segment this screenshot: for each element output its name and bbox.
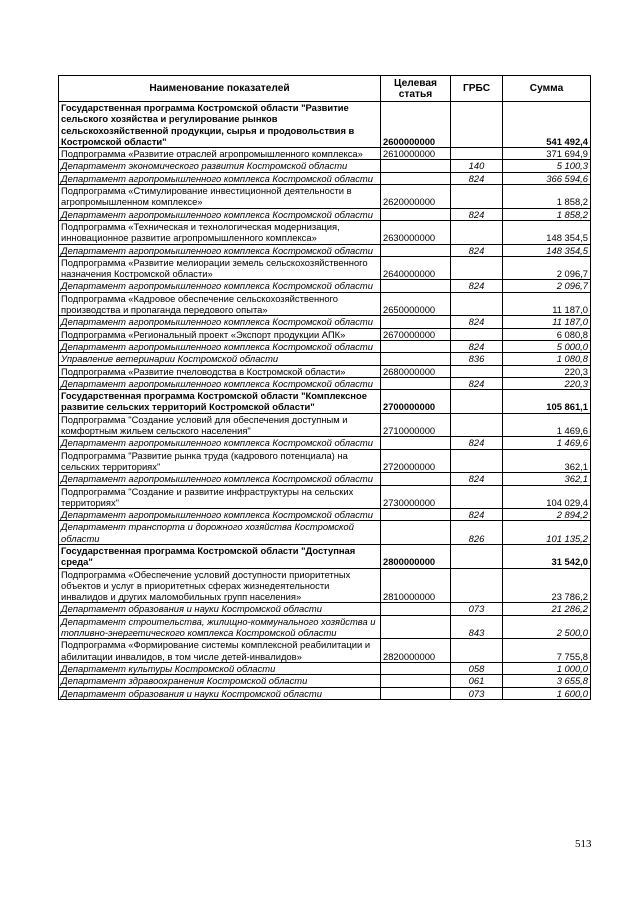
row-grbs-cell: 843 (451, 615, 503, 639)
row-name-cell: Департамент агропромышленного комплекса Костромской области (59, 509, 381, 521)
row-code-cell (381, 208, 451, 220)
row-grbs-cell: 824 (451, 509, 503, 521)
row-sum-cell: 1 080,8 (503, 353, 591, 365)
row-sum-cell: 31 542,0 (503, 544, 591, 568)
row-grbs-cell: 824 (451, 340, 503, 352)
row-sum-cell: 1 858,2 (503, 208, 591, 220)
row-grbs-cell (451, 185, 503, 209)
row-code-cell: 2670000000 (381, 328, 451, 340)
row-name-cell: Департамент образования и науки Костромской области (59, 687, 381, 699)
row-sum-cell: 1 600,0 (503, 687, 591, 699)
subprogram-row (59, 413, 591, 437)
row-sum-cell: 1 858,2 (503, 185, 591, 209)
row-grbs-cell (451, 413, 503, 437)
dept-row (59, 280, 591, 292)
row-name-cell: Подпрограмма «Обеспечение условий доступности приоритетных объектов и услуг в приоритетных сферах жизнедеятельности инвалидов и других маломобильных групп населения» (59, 568, 381, 603)
row-sum-cell: 148 354,5 (503, 220, 591, 244)
subprogram-row (59, 449, 591, 473)
program-row (59, 102, 591, 148)
row-sum-cell: 6 080,8 (503, 328, 591, 340)
row-grbs-cell: 824 (451, 208, 503, 220)
row-sum-cell: 541 492,4 (503, 102, 591, 148)
row-name-cell: Департамент агропромышленного комплекса Костромской области (59, 172, 381, 184)
row-code-cell: 2610000000 (381, 148, 451, 160)
row-code-cell: 2620000000 (381, 185, 451, 209)
row-sum-cell: 11 187,0 (503, 292, 591, 316)
row-name-cell: Департамент агропромышленного комплекса Костромской области (59, 280, 381, 292)
row-grbs-cell: 836 (451, 353, 503, 365)
row-grbs-cell: 073 (451, 687, 503, 699)
row-grbs-cell: 824 (451, 316, 503, 328)
row-sum-cell: 5 000,0 (503, 340, 591, 352)
row-grbs-cell: 824 (451, 377, 503, 389)
row-name-cell: Подпрограмма «Техническая и технологическая модернизация, инновационное развитие агропромышленного комплекса» (59, 220, 381, 244)
subprogram-row (59, 185, 591, 209)
row-name-cell: Подпрограмма «Региональный проект «Экспорт продукции АПК» (59, 328, 381, 340)
row-grbs-cell: 826 (451, 521, 503, 545)
row-sum-cell: 11 187,0 (503, 316, 591, 328)
row-grbs-cell (451, 365, 503, 377)
dept-row (59, 340, 591, 352)
row-name-cell: Подпрограмма «Развитие отраслей агропромышленного комплекса» (59, 148, 381, 160)
dept-row (59, 377, 591, 389)
row-code-cell (381, 521, 451, 545)
row-name-cell: Подпрограмма "Создание условий для обеспечения доступным и комфортным жильем сельского населения" (59, 413, 381, 437)
row-name-cell: Подпрограмма «Формирование системы комплексной реабилитации и абилитации инвалидов, в том числе детей-инвалидов» (59, 639, 381, 663)
row-code-cell: 2650000000 (381, 292, 451, 316)
row-sum-cell: 1 469,6 (503, 437, 591, 449)
row-name-cell: Государственная программа Костромской области "Доступная среда" (59, 544, 381, 568)
row-name-cell: Подпрограмма "Создание и развитие инфраструктуры на сельских территориях" (59, 485, 381, 509)
row-grbs-cell: 140 (451, 160, 503, 172)
row-name-cell: Департамент агропромышленного комплекса Костромской области (59, 340, 381, 352)
dept-row (59, 675, 591, 687)
row-name-cell: Подпрограмма "Развитие рынка труда (кадрового потенциала) на сельских территориях" (59, 449, 381, 473)
row-grbs-cell (451, 102, 503, 148)
header-grbs: ГРБС (451, 76, 503, 102)
subprogram-row (59, 639, 591, 663)
row-code-cell (381, 377, 451, 389)
row-grbs-cell: 824 (451, 172, 503, 184)
dept-row (59, 244, 591, 256)
dept-row (59, 208, 591, 220)
row-code-cell (381, 662, 451, 674)
row-grbs-cell (451, 568, 503, 603)
row-sum-cell: 3 655,8 (503, 675, 591, 687)
row-sum-cell: 371 694,9 (503, 148, 591, 160)
row-sum-cell: 1 469,6 (503, 413, 591, 437)
row-sum-cell: 2 096,7 (503, 280, 591, 292)
dept-row (59, 172, 591, 184)
row-code-cell: 2820000000 (381, 639, 451, 663)
row-code-cell: 2800000000 (381, 544, 451, 568)
row-sum-cell: 362,1 (503, 473, 591, 485)
row-sum-cell: 2 894,2 (503, 509, 591, 521)
row-code-cell: 2720000000 (381, 449, 451, 473)
dept-row (59, 316, 591, 328)
row-name-cell: Государственная программа Костромской области "Развитие сельского хозяйства и регулирование рынков сельскохозяйственной продукции, сырья и продовольствия в Костромской области" (59, 102, 381, 148)
row-code-cell (381, 687, 451, 699)
subprogram-row (59, 256, 591, 280)
subprogram-row (59, 365, 591, 377)
program-row (59, 390, 591, 414)
row-name-cell: Департамент агропромышленного комплекса Костромской области (59, 208, 381, 220)
row-grbs-cell: 824 (451, 437, 503, 449)
subprogram-row (59, 485, 591, 509)
subprogram-row (59, 328, 591, 340)
row-sum-cell: 2 096,7 (503, 256, 591, 280)
row-code-cell: 2710000000 (381, 413, 451, 437)
row-code-cell: 2730000000 (381, 485, 451, 509)
row-sum-cell: 220,3 (503, 377, 591, 389)
row-code-cell (381, 509, 451, 521)
row-name-cell: Департамент экономического развития Костромской области (59, 160, 381, 172)
row-grbs-cell (451, 485, 503, 509)
row-name-cell: Подпрограмма «Кадровое обеспечение сельскохозяйственного производства и пропаганда передового опыта» (59, 292, 381, 316)
row-grbs-cell (451, 292, 503, 316)
row-name-cell: Департамент агропромышленного комплекса Костромской области (59, 316, 381, 328)
row-code-cell (381, 353, 451, 365)
row-grbs-cell: 824 (451, 244, 503, 256)
row-sum-cell: 105 861,1 (503, 390, 591, 414)
row-code-cell (381, 340, 451, 352)
row-code-cell (381, 437, 451, 449)
row-name-cell: Департамент агропромышленного комплекса Костромской области (59, 244, 381, 256)
row-code-cell (381, 172, 451, 184)
dept-row (59, 603, 591, 615)
dept-row (59, 687, 591, 699)
row-sum-cell: 7 755,8 (503, 639, 591, 663)
row-code-cell (381, 675, 451, 687)
subprogram-row (59, 568, 591, 603)
row-grbs-cell (451, 256, 503, 280)
row-sum-cell: 21 286,2 (503, 603, 591, 615)
row-grbs-cell (451, 328, 503, 340)
table-body (59, 102, 591, 700)
row-sum-cell: 104 029,4 (503, 485, 591, 509)
row-name-cell: Департамент культуры Костромской области (59, 662, 381, 674)
row-sum-cell: 366 594,6 (503, 172, 591, 184)
row-name-cell: Государственная программа Костромской области "Комплексное развитие сельских территорий Костромской области" (59, 390, 381, 414)
row-name-cell: Управление ветеринарии Костромской области (59, 353, 381, 365)
subprogram-row (59, 220, 591, 244)
row-sum-cell: 220,3 (503, 365, 591, 377)
dept-row (59, 353, 591, 365)
subprogram-row (59, 148, 591, 160)
row-code-cell (381, 160, 451, 172)
subprogram-row (59, 292, 591, 316)
row-sum-cell: 148 354,5 (503, 244, 591, 256)
row-code-cell (381, 280, 451, 292)
row-name-cell: Департамент агропромышленного комплекса Костромской области (59, 377, 381, 389)
row-name-cell: Подпрограмма «Развитие пчеловодства в Костромской области» (59, 365, 381, 377)
row-name-cell: Подпрограмма «Стимулирование инвестиционной деятельности в агропромышленном комплексе» (59, 185, 381, 209)
row-code-cell (381, 603, 451, 615)
dept-row (59, 615, 591, 639)
row-sum-cell: 362,1 (503, 449, 591, 473)
row-grbs-cell: 824 (451, 280, 503, 292)
row-name-cell: Департамент транспорта и дорожного хозяйства Костромской области (59, 521, 381, 545)
dept-row (59, 160, 591, 172)
row-sum-cell: 5 100,3 (503, 160, 591, 172)
row-grbs-cell (451, 449, 503, 473)
row-name-cell: Департамент агропромышленного комплекса Костромской области (59, 473, 381, 485)
row-name-cell: Департамент строительства, жилищно-коммунального хозяйства и топливно-энергетического комплекса Костромской области (59, 615, 381, 639)
row-grbs-cell (451, 390, 503, 414)
row-grbs-cell (451, 639, 503, 663)
dept-row (59, 662, 591, 674)
row-grbs-cell: 073 (451, 603, 503, 615)
page-number: 513 (575, 838, 592, 850)
table-header-row (59, 76, 591, 102)
budget-table (58, 75, 591, 700)
dept-row (59, 521, 591, 545)
row-code-cell (381, 244, 451, 256)
row-code-cell: 2680000000 (381, 365, 451, 377)
header-sum: Сумма (503, 76, 591, 102)
row-grbs-cell (451, 148, 503, 160)
row-code-cell: 2810000000 (381, 568, 451, 603)
dept-row (59, 509, 591, 521)
row-code-cell: 2640000000 (381, 256, 451, 280)
row-name-cell: Департамент агропромышленного комплекса Костромской области (59, 437, 381, 449)
program-row (59, 544, 591, 568)
row-grbs-cell (451, 544, 503, 568)
row-grbs-cell: 061 (451, 675, 503, 687)
row-grbs-cell: 824 (451, 473, 503, 485)
row-name-cell: Департамент здравоохранения Костромской области (59, 675, 381, 687)
row-code-cell: 2700000000 (381, 390, 451, 414)
row-sum-cell: 1 000,0 (503, 662, 591, 674)
row-code-cell: 2600000000 (381, 102, 451, 148)
row-code-cell (381, 316, 451, 328)
row-code-cell (381, 473, 451, 485)
header-code: Целевая статья (381, 76, 451, 102)
row-name-cell: Департамент образования и науки Костромской области (59, 603, 381, 615)
row-name-cell: Подпрограмма «Развитие мелиорации земель сельскохозяйственного назначения Костромской области» (59, 256, 381, 280)
row-grbs-cell (451, 220, 503, 244)
row-sum-cell: 2 500,0 (503, 615, 591, 639)
row-code-cell (381, 615, 451, 639)
dept-row (59, 437, 591, 449)
row-sum-cell: 23 786,2 (503, 568, 591, 603)
row-code-cell: 2630000000 (381, 220, 451, 244)
header-name: Наименование показателей (59, 76, 381, 102)
dept-row (59, 473, 591, 485)
row-grbs-cell: 058 (451, 662, 503, 674)
row-sum-cell: 101 135,2 (503, 521, 591, 545)
